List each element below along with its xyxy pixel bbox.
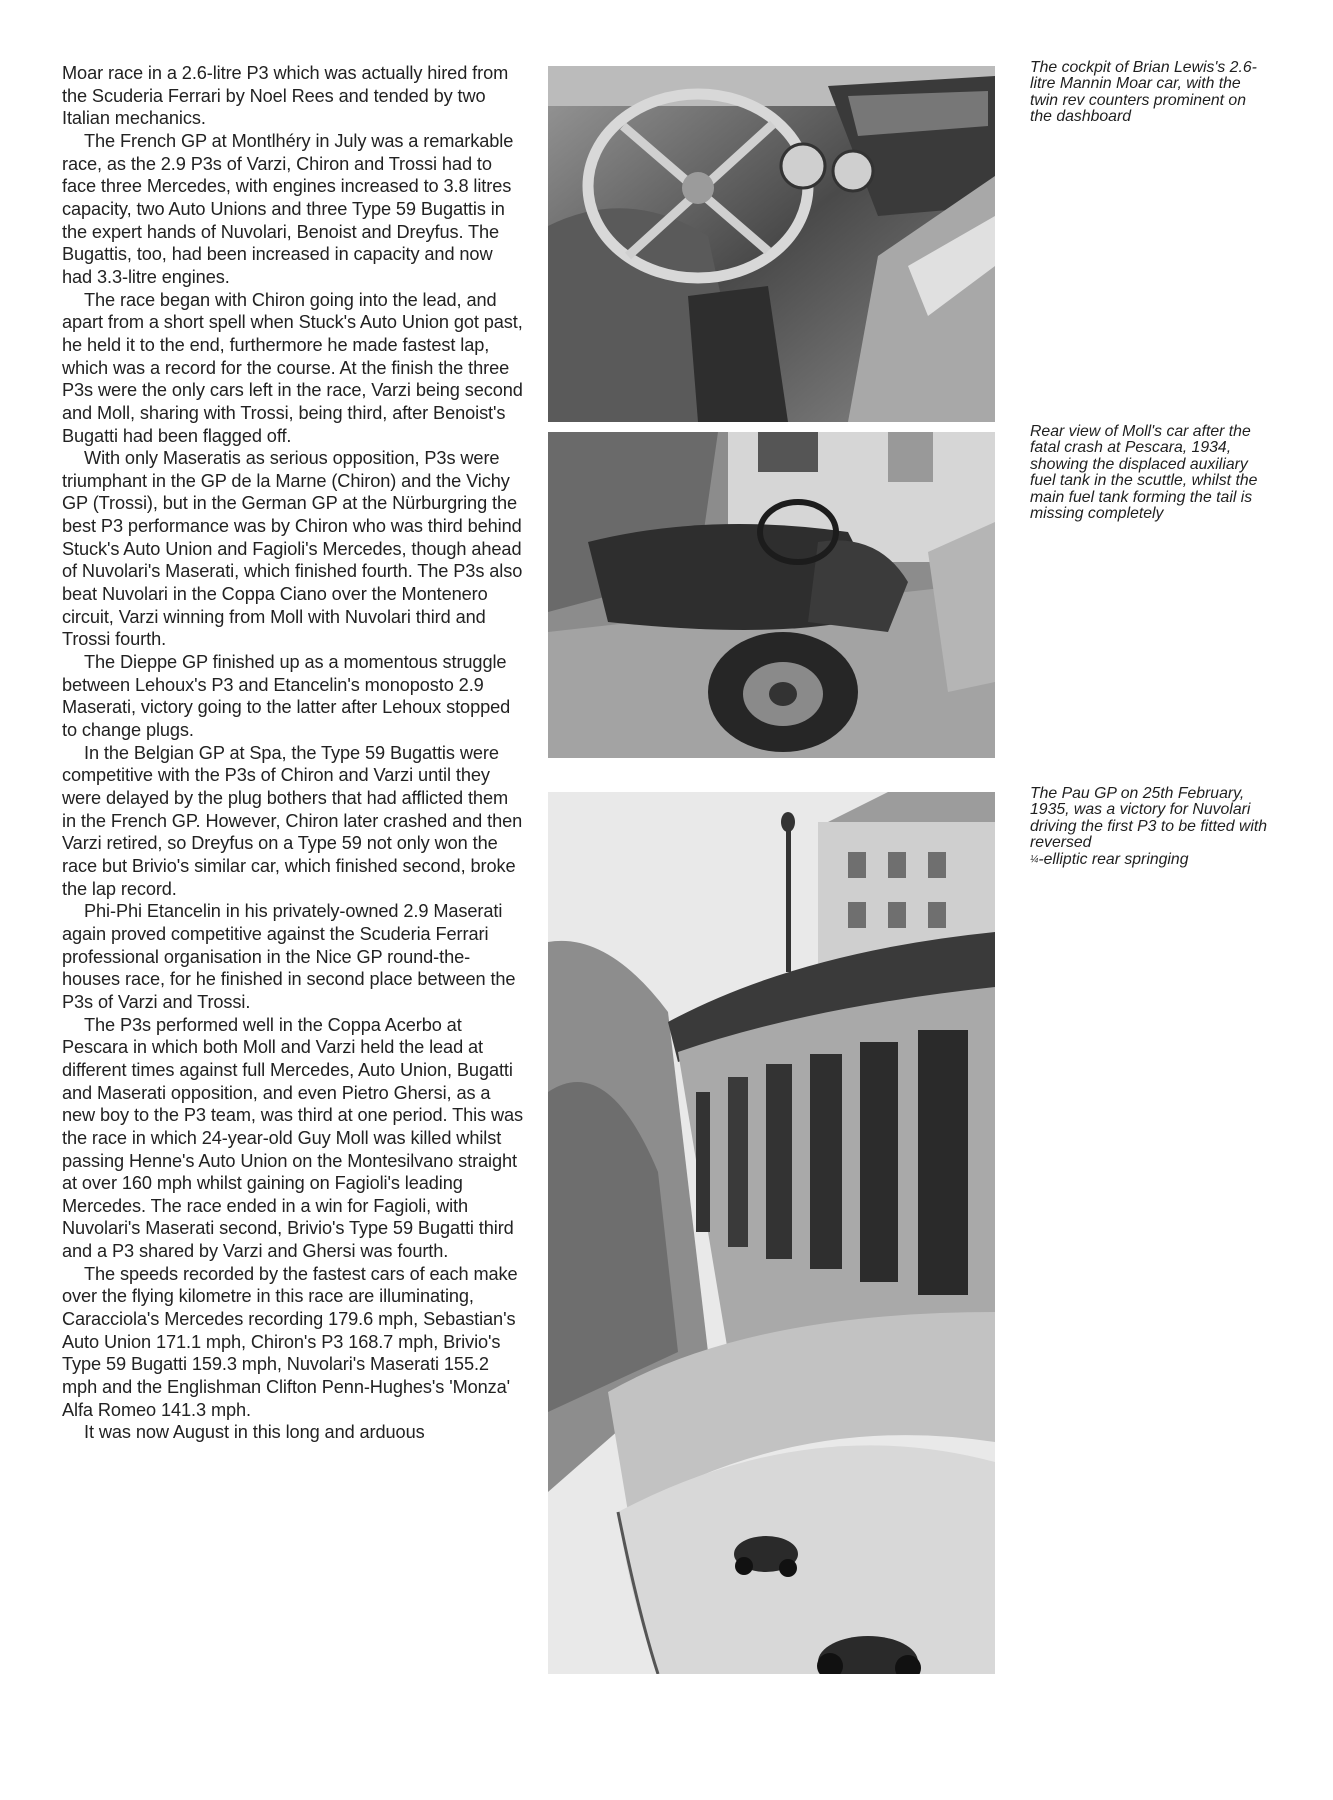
paragraph: In the Belgian GP at Spa, the Type 59 Bugattis were competitive with the P3s of Chiron and Varzi until they were delayed by the plug bothers that had afflicted them in the French GP. However, Chiron later crashed and then Varzi retired, so Dreyfus on a Type 59 not only won the race but Brivio's similar car, which finished second, broke the lap record. [62, 742, 523, 899]
pau-caption-main: The Pau GP on 25th February, 1935, was a victory for Nuvolari driving the first P3 to be fitted with reversed [1030, 785, 1268, 852]
pau-gp-photo [548, 792, 995, 1674]
quarter-fraction: ¼ [1030, 853, 1039, 865]
paragraph: With only Maseratis as serious opposition, P3s were triumphant in the GP de la Marne (Chiron) and the Vichy GP (Trossi), but in the German GP at the Nürburgring the best P3 performance was by Chiron who was third behind Stuck's Auto Union and Fagioli's Mercedes, though ahead of Nuvolari's Maserati, which finished fourth. The P3s also beat Nuvolari in the Coppa Ciano over the Montenero circuit, Varzi winning from Moll with Nuvolari third and Trossi fourth. [62, 448, 523, 650]
paragraph: Moar race in a 2.6-litre P3 which was actually hired from the Scuderia Ferrari by Noel Rees and tended by two Italian mechanics. [62, 63, 509, 129]
race-car-far [734, 1536, 798, 1577]
paragraph: The speeds recorded by the fastest cars of each make over the flying kilometre in this race are illuminating, Caracciola's Mercedes recording 179.6 mph, Sebastian's Auto Union 171.1 mph, Chiron's P3 168.7 mph, Brivio's Type 59 Bugatti 159.3 mph, Nuvolari's Maserati 155.2 mph and the Englishman Clifton Penn-Hughes's 'Monza' Alfa Romeo 141.3 mph. [62, 1263, 518, 1420]
paragraph: It was now August in this long and arduous [84, 1422, 425, 1443]
paragraph: The race began with Chiron going into the lead, and apart from a short spell when Stuck's Auto Union got past, he held it to the end, furthermore he made fastest lap, which was a record for the course. At the finish the three P3s were the only cars left in the race, Varzi being second and Moll, sharing with Trossi, being third, after Benoist's Bugatti had been flagged off. [62, 289, 523, 446]
pau-gp-caption [1030, 786, 1270, 868]
paragraph: The Dieppe GP finished up as a momentous struggle between Lehoux's P3 and Etancelin's monoposto 2.9 Maserati, victory going to the latter after Lehoux stopped to change plugs. [62, 652, 511, 741]
cockpit-image [548, 66, 995, 422]
article-body [62, 62, 524, 1444]
pau-gp-image [548, 792, 995, 1674]
cockpit-photo [548, 66, 995, 422]
crash-image [548, 432, 995, 758]
paragraph: Phi-Phi Etancelin in his privately-owned 2.9 Maserati again proved competitive against the Scuderia Ferrari professional organisation in the Nice GP round-the-houses race, for he finished in second place between the P3s of Varzi and Trossi. [62, 901, 516, 1012]
crash-caption: Rear view of Moll's car after the fatal crash at Pescara, 1934, showing the displaced auxiliary fuel tank in the scuttle, whilst the main fuel tank forming the tail is missing completely [1030, 423, 1258, 523]
paragraph: The P3s performed well in the Coppa Acerbo at Pescara in which both Moll and Varzi held the lead at different times against full Mercedes, Auto Union, Bugatti and Maserati opposition, and even Pietro Ghersi, as a new boy to the P3 team, was third at one period. This was the race in which 24-year-old Guy Moll was killed whilst passing Henne's Auto Union on the Montesilvano straight at over 160 mph whilst gaining on Fagioli's leading Mercedes. The race ended in a win for Fagioli, with Nuvolari's Maserati second, Brivio's Type 59 Bugatti third and a P3 shared by Varzi and Ghersi was fourth. [62, 1014, 524, 1262]
paragraph: The French GP at Montlhéry in July was a remarkable race, as the 2.9 P3s of Varzi, Chiron and Trossi had to face three Mercedes, with engines increased to 3.8 litres capacity, two Auto Unions and three Type 59 Bugattis in the expert hands of Nuvolari, Benoist and Dreyfus. The Bugattis, too, had been increased in capacity and now had 3.3-litre engines. [62, 130, 514, 287]
cockpit-caption: The cockpit of Brian Lewis's 2.6-litre Mannin Moar car, with the twin rev counters prominent on the dashboard [1030, 59, 1257, 126]
crash-photo [548, 432, 995, 758]
pau-caption-tail: -elliptic rear springing [1038, 850, 1189, 868]
